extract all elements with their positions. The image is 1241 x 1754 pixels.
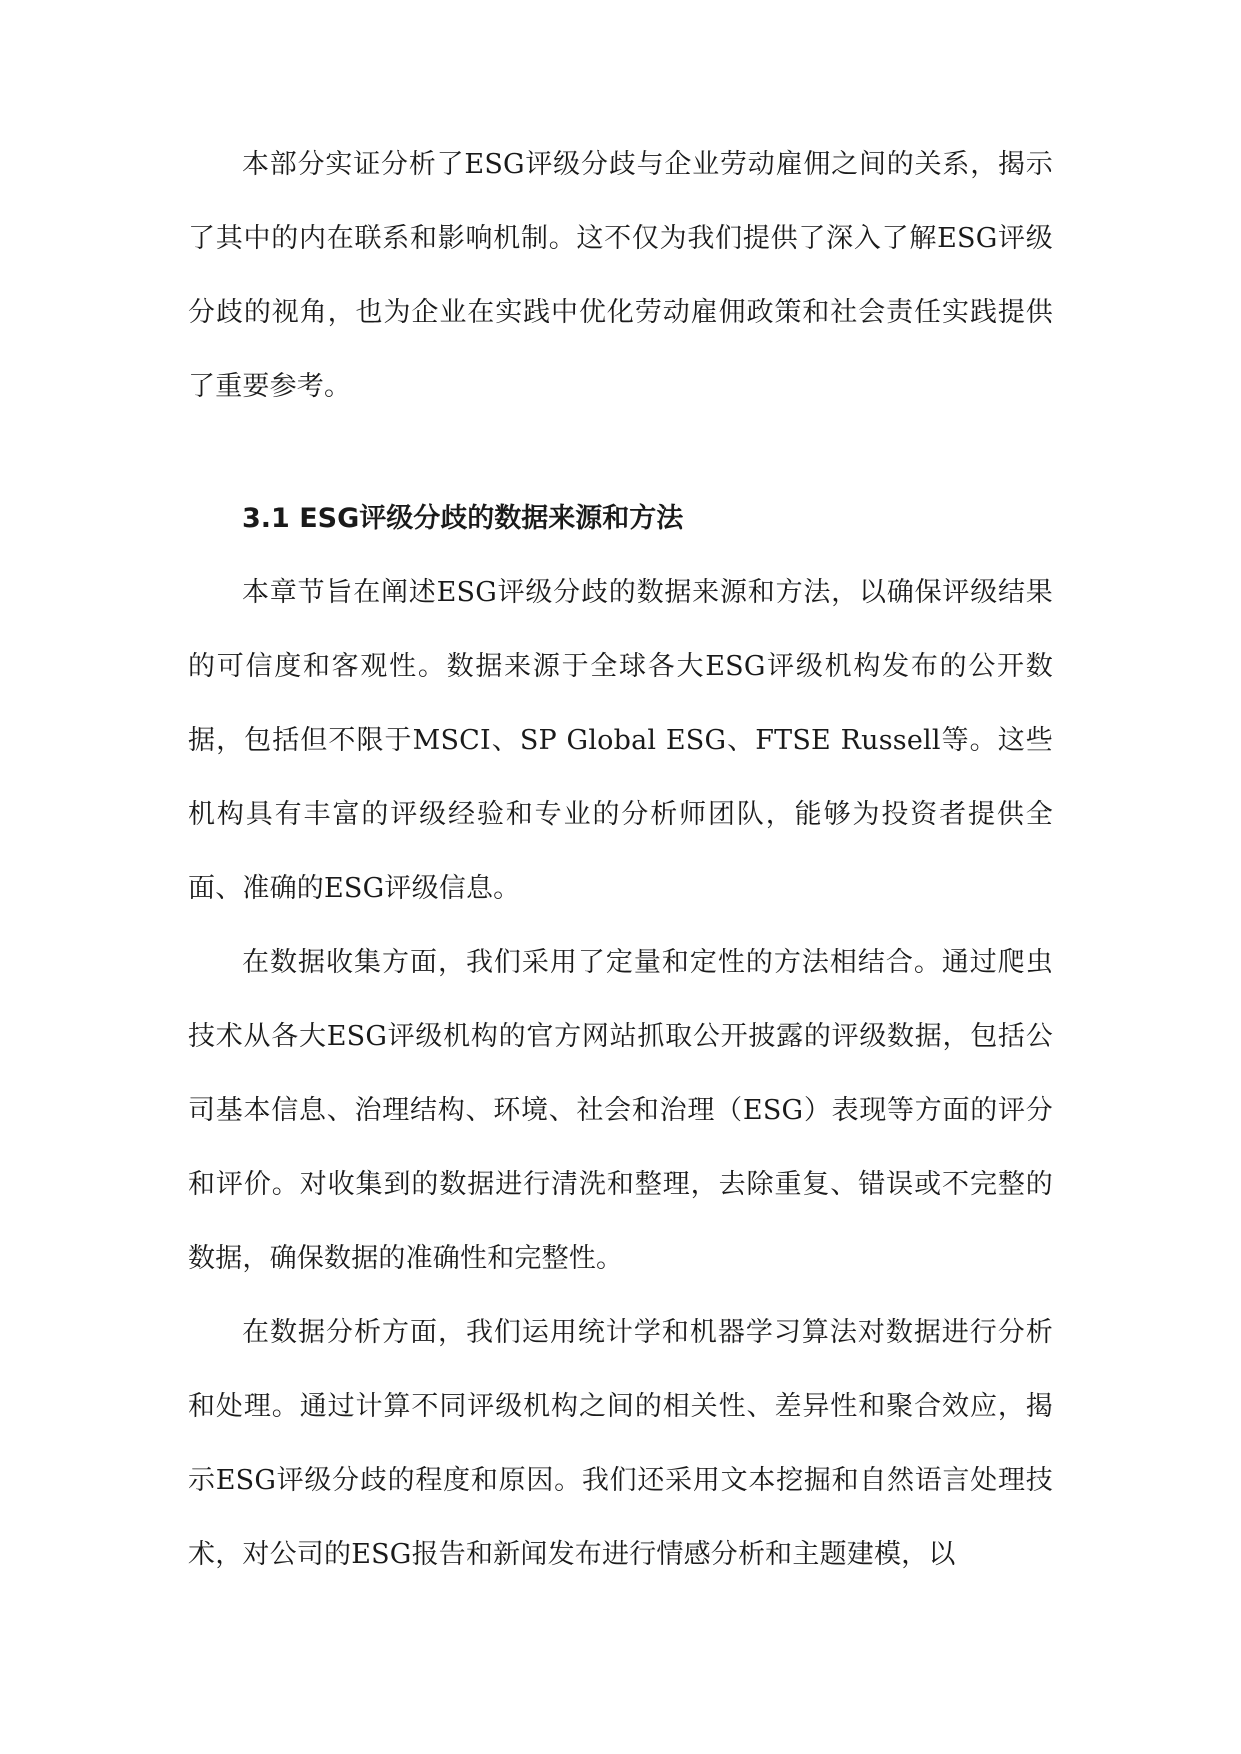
document-page bbox=[188, 128, 1053, 1592]
intro-paragraph: 本部分实证分析了ESG评级分歧与企业劳动雇佣之间的关系，揭示了其中的内在联系和影响机制。这不仅为我们提供了深入了解ESG评级分歧的视角，也为企业在实践中优化劳动雇佣政策和社会责任实践提供了重要参考。 bbox=[188, 149, 1053, 402]
paragraph-data-sources: 本章节旨在阐述ESG评级分歧的数据来源和方法，以确保评级结果的可信度和客观性。数据来源于全球各大ESG评级机构发布的公开数据，包括但不限于MSCI、SP Global ESG、FTSE Russell等。这些机构具有丰富的评级经验和专业的分析师团队，能够为投资者提供全面、准确的ESG评级信息。 bbox=[188, 577, 1053, 904]
paragraph-data-collection: 在数据收集方面，我们采用了定量和定性的方法相结合。通过爬虫技术从各大ESG评级机构的官方网站抓取公开披露的评级数据，包括公司基本信息、治理结构、环境、社会和治理（ESG）表现等方面的评分和评价。对收集到的数据进行清洗和整理，去除重复、错误或不完整的数据，确保数据的准确性和完整性。 bbox=[188, 947, 1053, 1274]
section-heading: 3.1 ESG评级分歧的数据来源和方法 bbox=[242, 503, 684, 534]
paragraph-data-analysis: 在数据分析方面，我们运用统计学和机器学习算法对数据进行分析和处理。通过计算不同评级机构之间的相关性、差异性和聚合效应，揭示ESG评级分歧的程度和原因。我们还采用文本挖掘和自然语言处理技术，对公司的ESG报告和新闻发布进行情感分析和主题建模，以 bbox=[188, 1317, 1053, 1570]
